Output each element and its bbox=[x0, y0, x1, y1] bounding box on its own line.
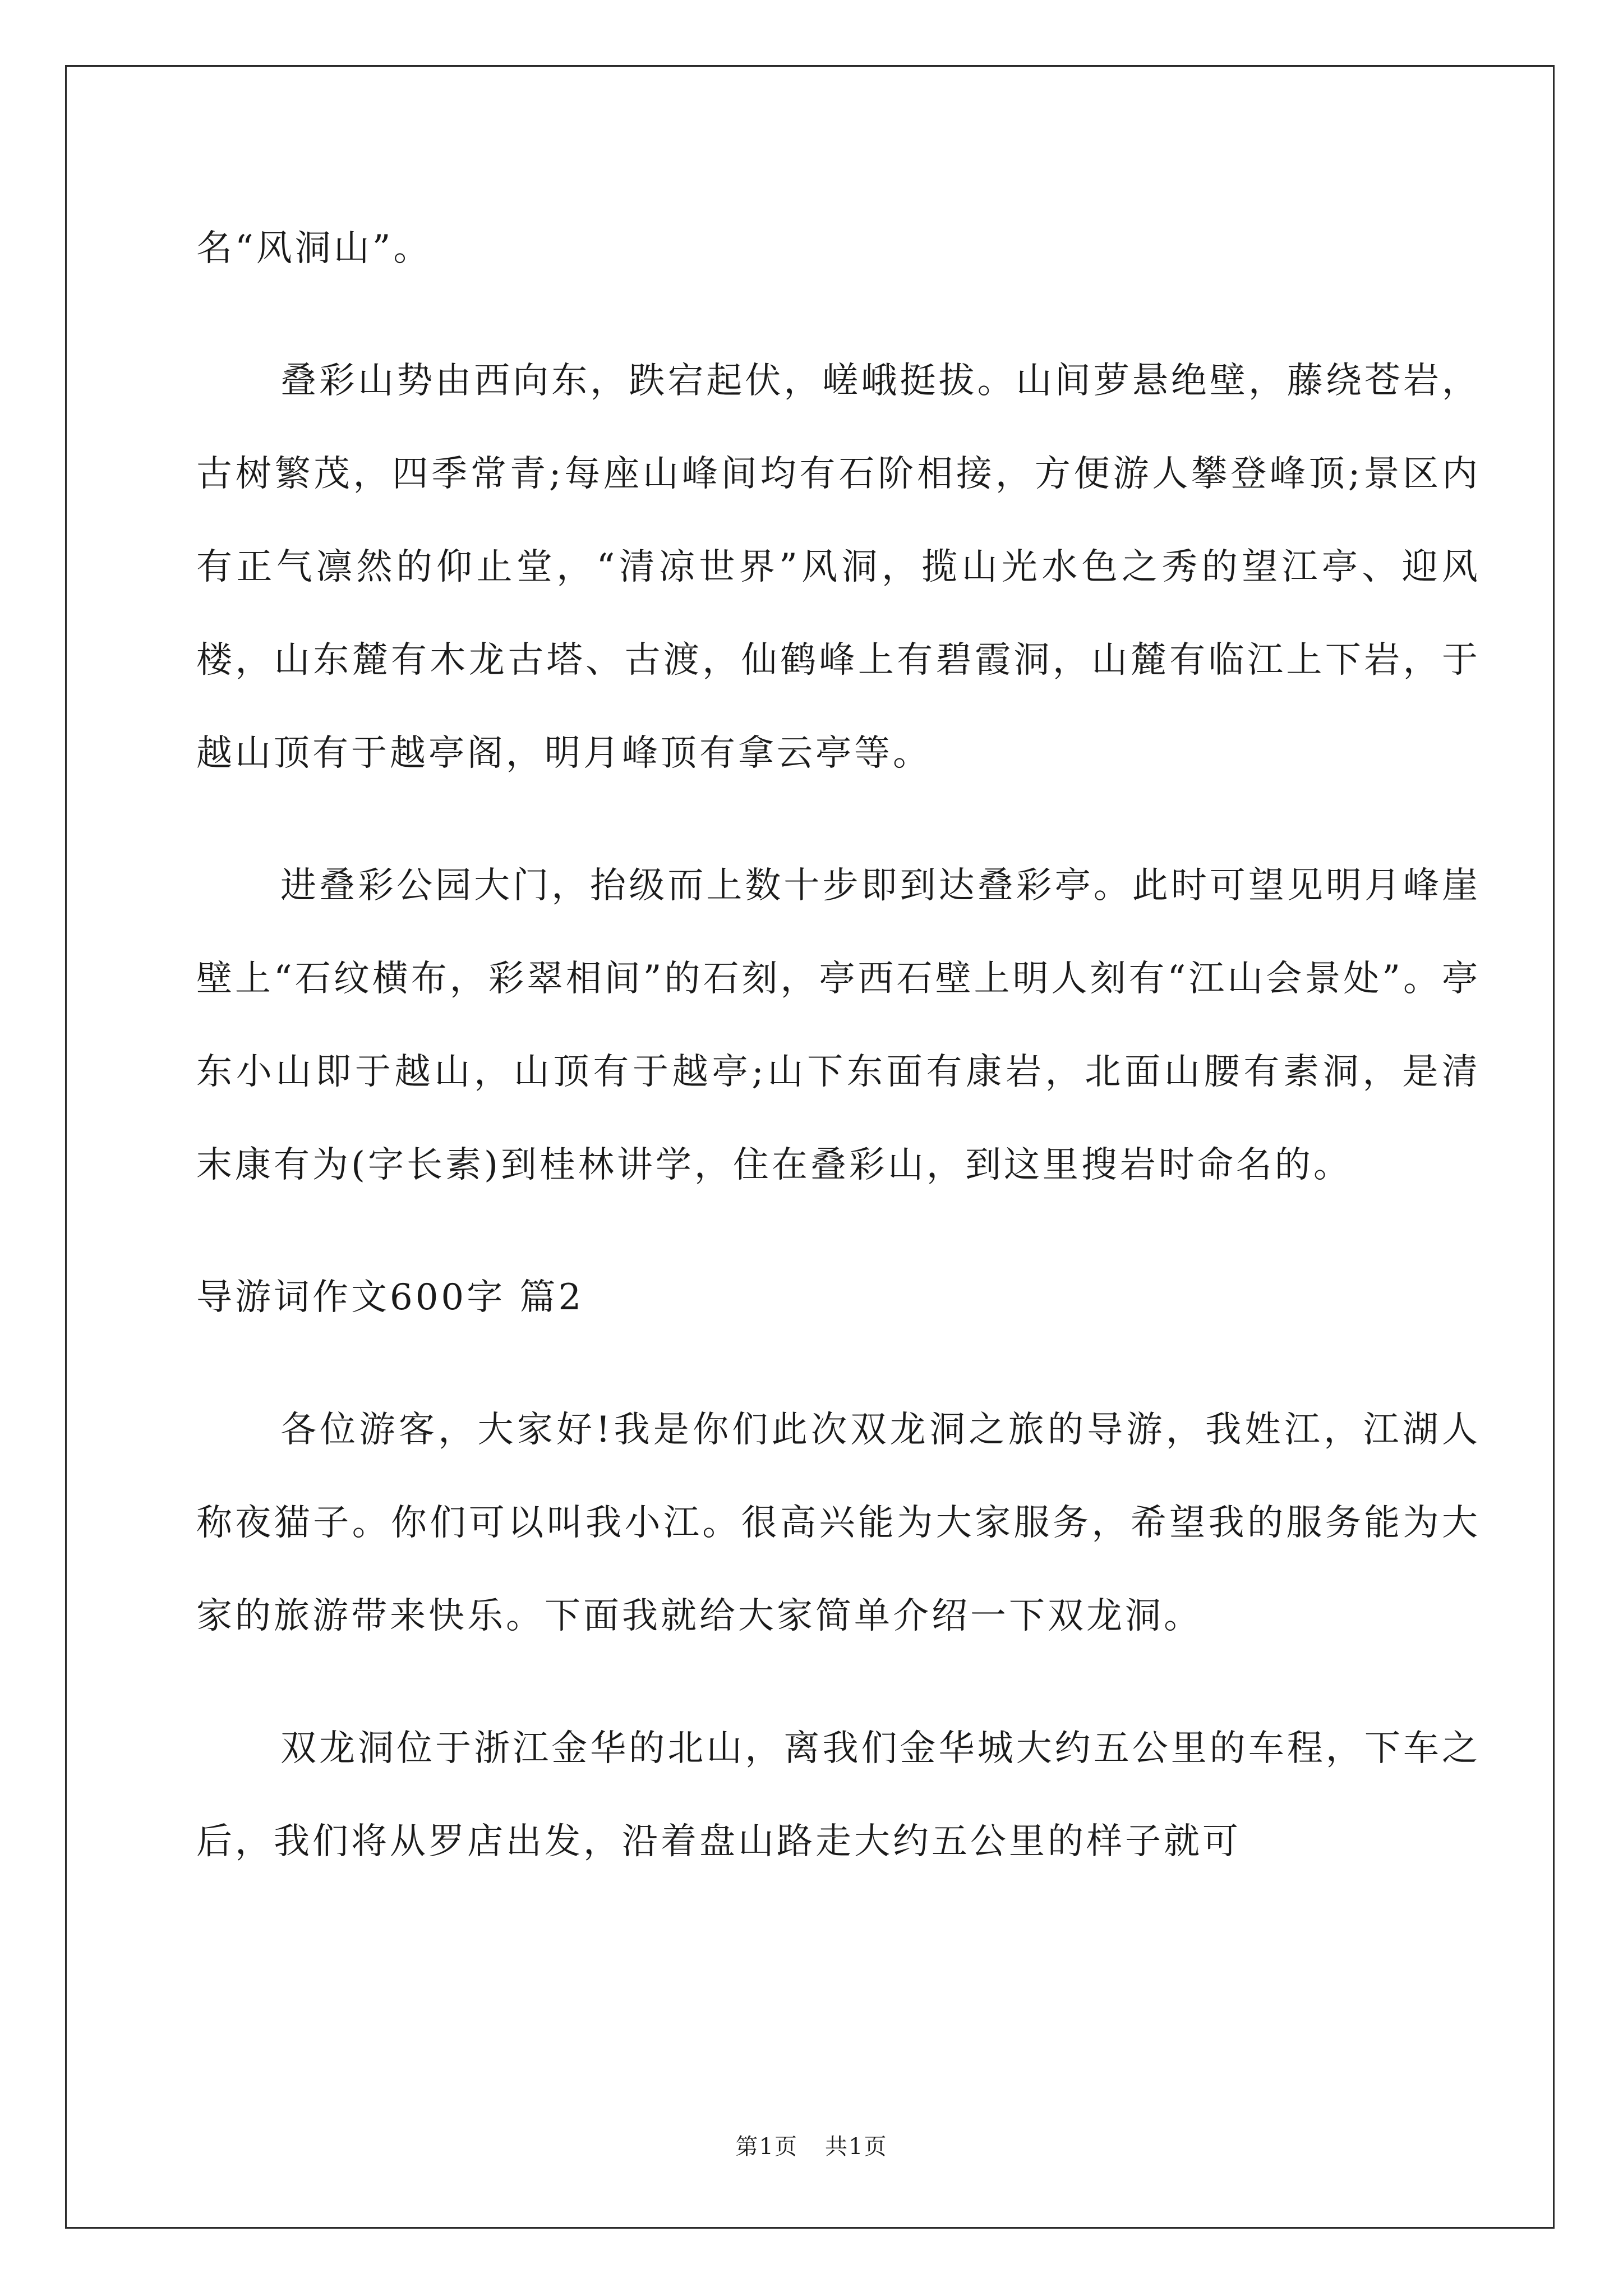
page-total: 共1页 bbox=[825, 2134, 888, 2160]
paragraph-diecai-park: 进叠彩公园大门，抬级而上数十步即到达叠彩亭。此时可望见明月峰崖壁上“石纹横布，彩翠相间”的石刻，亭西石壁上明人刻有“江山会景处”。亭东小山即于越山，山顶有于越亭;山下东面有康岩，北面山腰有素洞，是清末康有为(字长素)到桂林讲学，住在叠彩山，到这里搜岩时命名的。 bbox=[196, 865, 1481, 1186]
paragraph-greeting: 各位游客，大家好!我是你们此次双龙洞之旅的导游，我姓江，江湖人称夜猫子。你们可以叫我小江。很高兴能为大家服务，希望我的服务能为大家的旅游带来快乐。下面我就给大家简单介绍一下双龙洞。 bbox=[196, 1409, 1481, 1637]
paragraph-continuation: 名“风洞山”。 bbox=[196, 228, 432, 269]
page-number: 第1页 bbox=[735, 2134, 798, 2160]
paragraph-diecai-landscape: 叠彩山势由西向东，跌宕起伏，嵯峨挺拔。山间萝悬绝壁，藤绕苍岩，古树繁茂，四季常青;每座山峰间均有石阶相接，方便游人攀登峰顶;景区内有正气凛然的仰止堂，“清凉世界”风洞，揽山光水色之秀的望江亭、迎风楼，山东麓有木龙古塔、古渡，仙鹤峰上有碧霞洞，山麓有临江上下岩，于越山顶有于越亭阁，明月峰顶有拿云亭等。 bbox=[196, 360, 1481, 774]
document-body bbox=[196, 202, 1481, 1927]
section-heading: 导游词作文600字 篇2 bbox=[196, 1277, 584, 1318]
page-footer bbox=[0, 2129, 1623, 2161]
paragraph-shuanglong-location: 双龙洞位于浙江金华的北山，离我们金华城大约五公里的车程，下车之后，我们将从罗店出发，沿着盘山路走大约五公里的样子就可 bbox=[196, 1728, 1481, 1862]
